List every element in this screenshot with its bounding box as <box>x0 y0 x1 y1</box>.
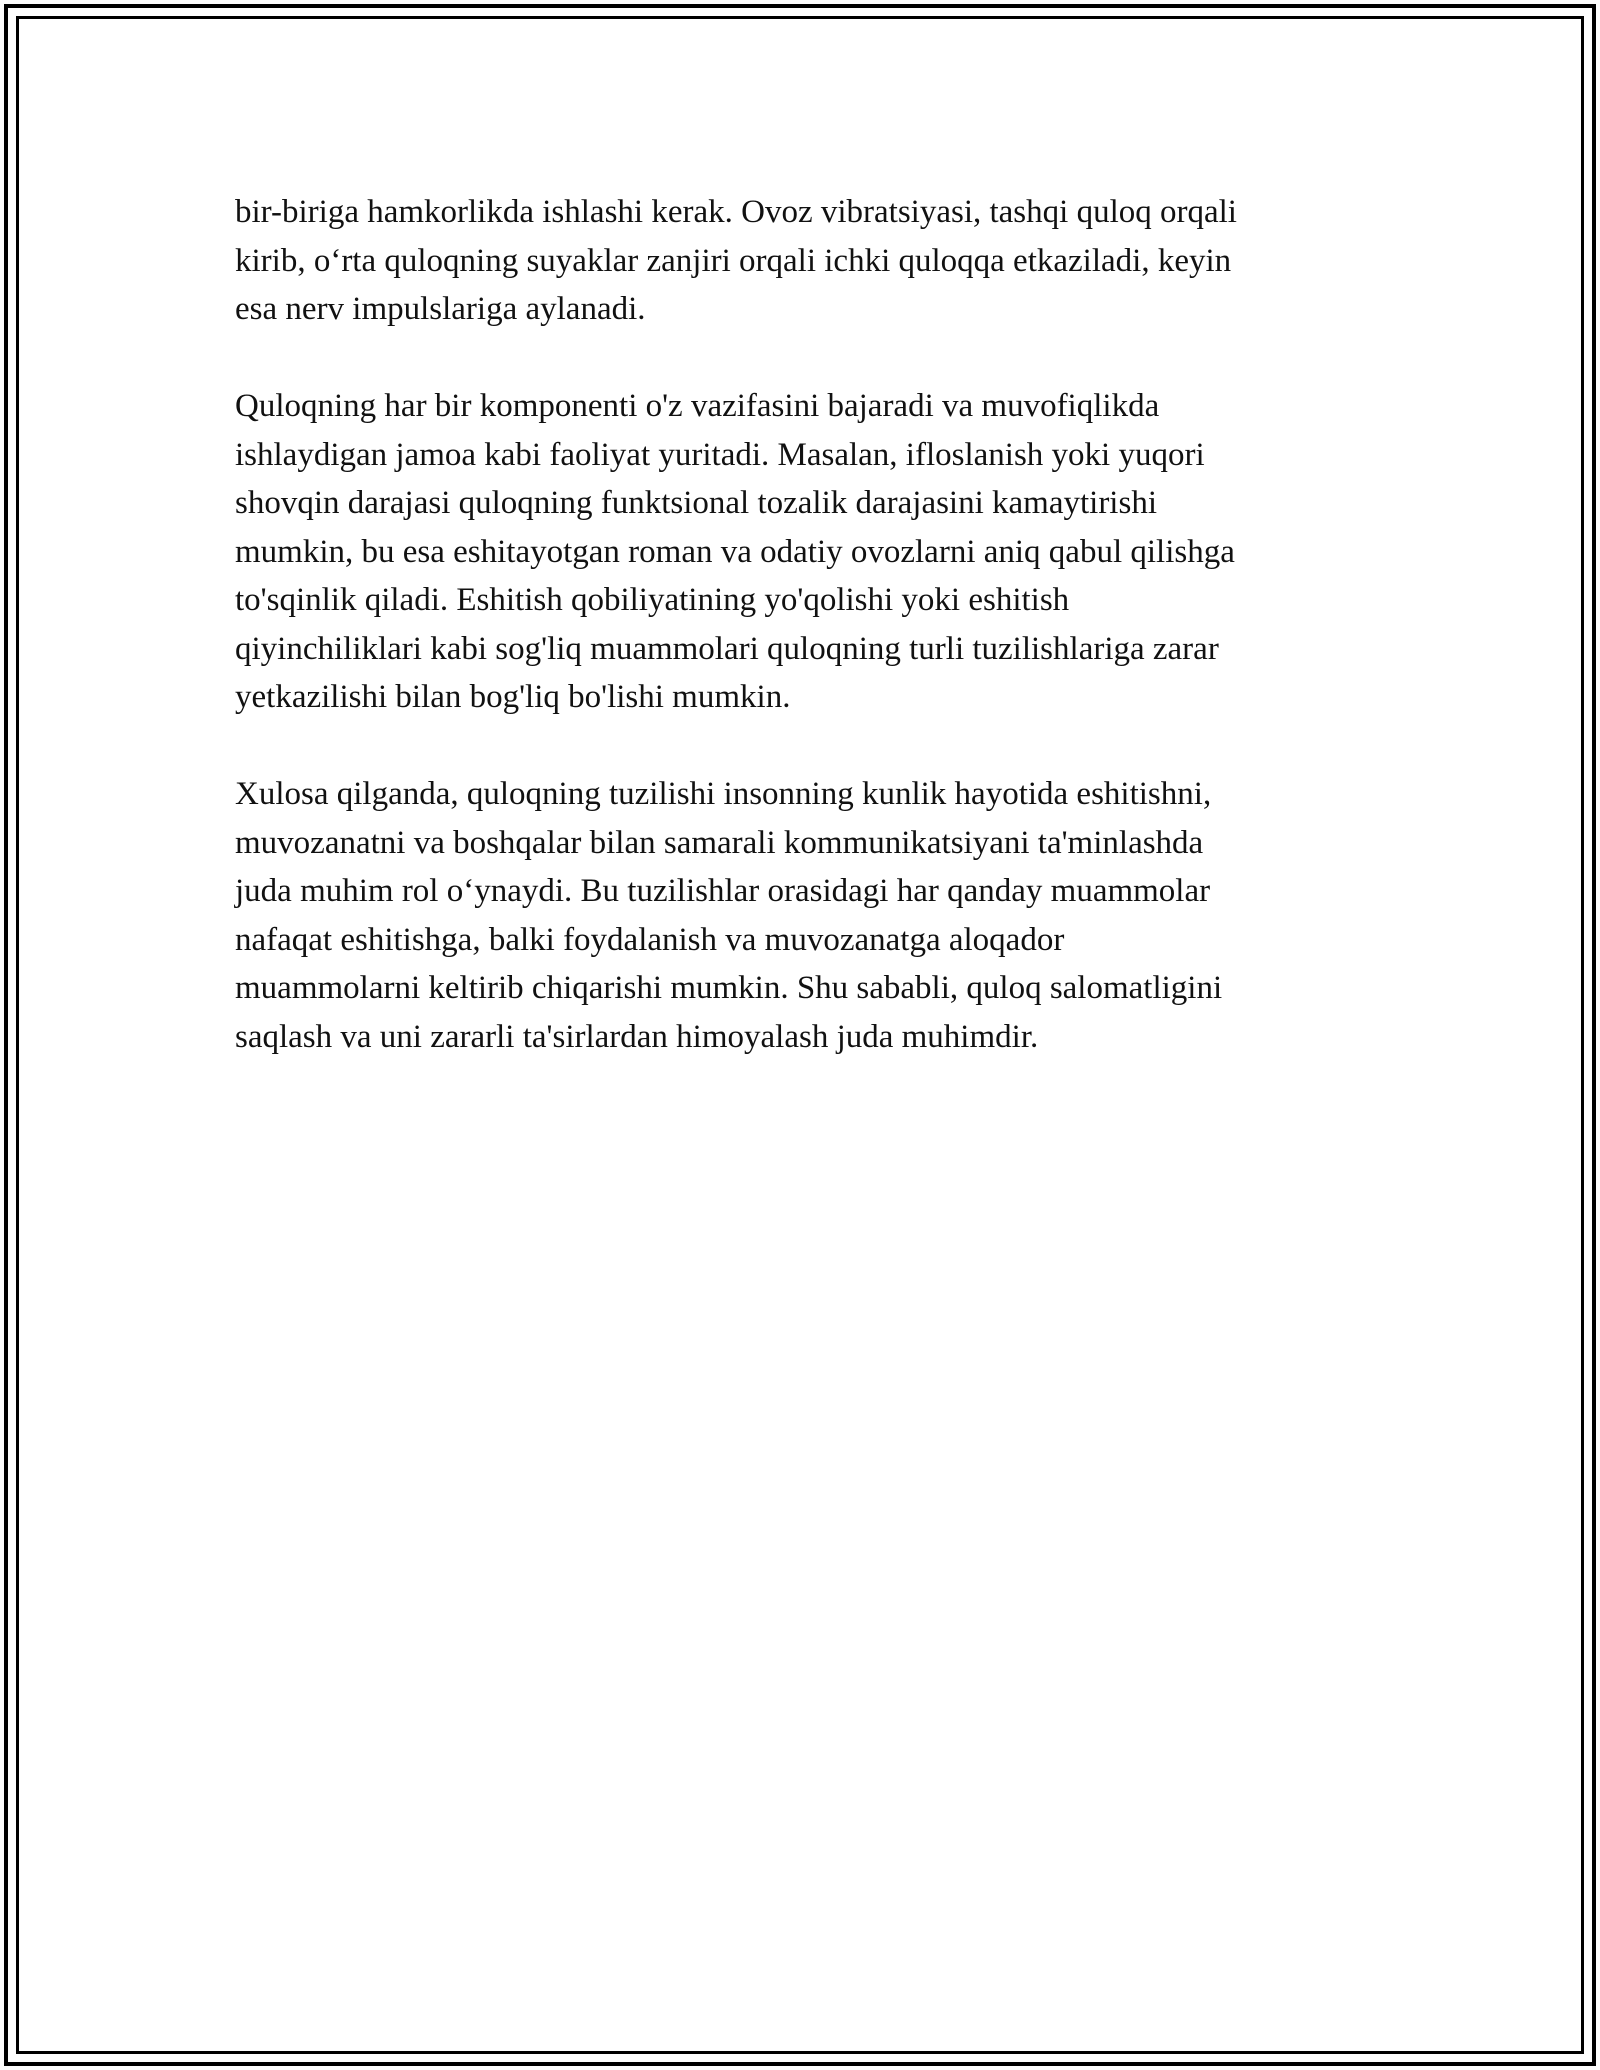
paragraph-3: Xulosa qilganda, quloqning tuzilishi insonning kunlik hayotida eshitishni, muvozanatni va boshqalar bilan samarali kommunikatsiyani ta'minlashda juda muhim rol o‘ynaydi. Bu tuzilishlar orasidagi har qanday muammolar nafaqat eshitishga, balki foydalanish va muvozanatga aloqador muammolarni keltirib chiqarishi mumkin. Shu sababli, quloq salomatligini saqlash va uni zararli ta'sirlardan himoyalash juda muhimdir. <box>235 776 1223 1055</box>
paragraph-2: Quloqning har bir komponenti o'z vazifasini bajaradi va muvofiqlikda ishlaydigan jamoa kabi faoliyat yuritadi. Masalan, ifloslanish yoki yuqori shovqin darajasi quloqning funktsional tozalik darajasini kamaytirishi mumkin, bu esa eshitayotgan roman va odatiy ovozlarni aniq qabul qilishga to'sqinlik qiladi. Eshitish qobiliyatining yo'qolishi yoki eshitish qiyinchiliklari kabi sog'liq muammolari quloqning turli tuzilishlariga zarar yetkazilishi bilan bog'liq bo'lishi mumkin. <box>235 388 1235 715</box>
paragraph-1: bir-biriga hamkorlikda ishlashi kerak. Ovoz vibratsiyasi, tashqi quloq orqali kirib, o‘rta quloqning suyaklar zanjiri orqali ichki quloqqa etkaziladi, keyin esa nerv impulslariga aylanadi. <box>235 194 1237 327</box>
document-body <box>235 188 1365 1110</box>
